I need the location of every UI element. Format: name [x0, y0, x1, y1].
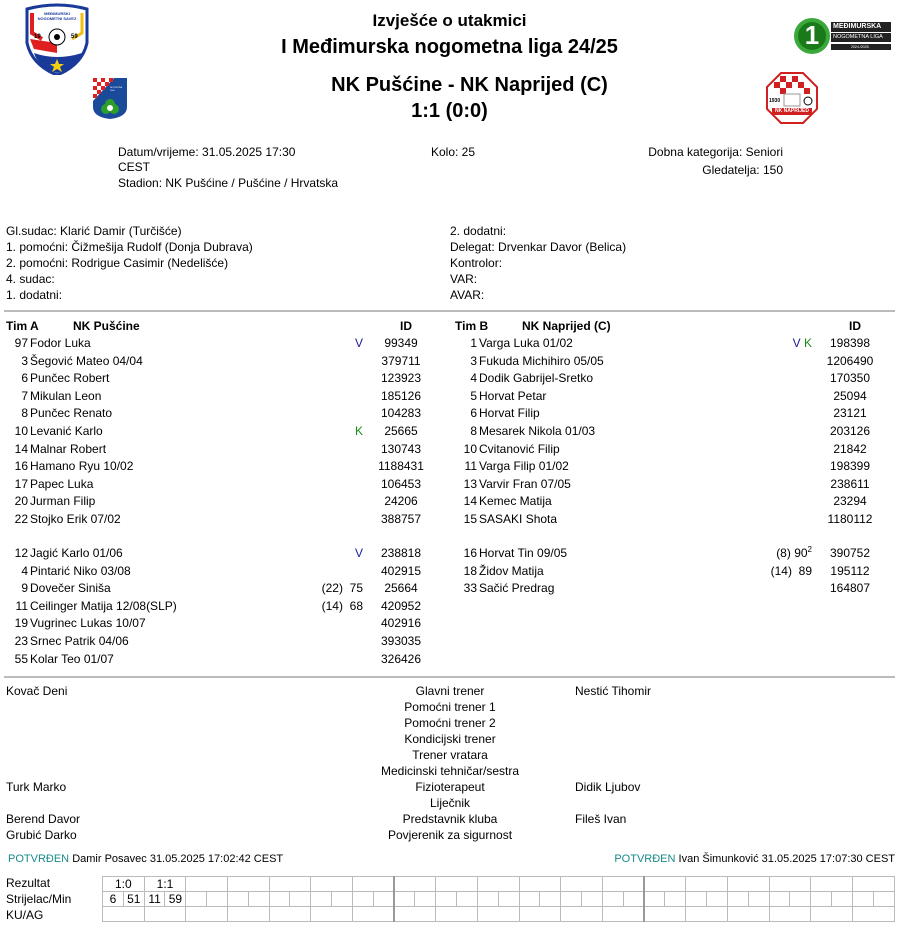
minute-cell — [873, 892, 894, 907]
player-number: 22 — [14, 512, 28, 526]
player-number: 7 — [21, 388, 28, 403]
ku-cell — [311, 907, 353, 922]
player-id: 21842 — [833, 441, 867, 456]
player-name: Šegović Mateo 04/04 — [30, 353, 143, 368]
player-number: 6 — [470, 406, 477, 421]
scorer-cell — [186, 892, 207, 907]
official-line: 2. dodatni: — [450, 224, 507, 238]
scorer-cell — [269, 892, 290, 907]
federation-logo: MEĐIMURSKI NOGOMETNI SAVEZ 19 59 — [22, 3, 92, 75]
player-row — [451, 441, 891, 458]
player-row — [2, 545, 442, 562]
report-title: Izvješće o utakmici — [372, 11, 527, 30]
player-name: Punčec Robert — [30, 371, 110, 386]
result-cell — [602, 877, 644, 892]
player-number: 8 — [21, 406, 28, 421]
player-row — [451, 545, 891, 562]
player-id: 420952 — [380, 598, 422, 613]
player-row — [451, 458, 891, 475]
minute-cell — [457, 892, 478, 907]
player-id: 198398 — [829, 336, 871, 350]
staff-role: Fizioterapeut — [415, 780, 485, 794]
player-id: 23121 — [833, 406, 867, 421]
ku-cell — [186, 907, 228, 922]
player-markers — [793, 335, 812, 352]
ku-row — [103, 907, 895, 922]
player-id: 170350 — [829, 371, 871, 386]
ku-cell — [352, 907, 394, 922]
result-row — [103, 877, 895, 892]
player-id: 23294 — [833, 494, 867, 509]
official-line: 2. pomoćni: Rodrigue Casimir (Nedelišće) — [6, 256, 229, 270]
player-row — [2, 615, 442, 632]
team-b-id-header: ID — [849, 319, 861, 333]
goals-label-ku: KU/AG — [6, 908, 44, 922]
player-id: 402916 — [380, 616, 422, 631]
staff-role: Predstavnik kluba — [402, 812, 498, 826]
minute-cell — [415, 892, 436, 907]
player-name: Dovečer Siniša — [30, 581, 111, 596]
ku-cell — [394, 907, 436, 922]
player-id: 1206490 — [826, 353, 874, 368]
player-name: Srnec Patrik 04/06 — [30, 634, 129, 648]
player-id: 164807 — [829, 581, 871, 596]
player-row — [2, 335, 442, 352]
player-row — [451, 493, 891, 510]
scorer-cell — [852, 892, 873, 907]
minute-cell: 59 — [165, 892, 186, 907]
player-name: Horvat Petar — [479, 388, 547, 403]
result-cell — [811, 877, 853, 892]
away-team-logo: 1930 NK NAPRIJED — [766, 72, 818, 124]
result-cell — [394, 877, 436, 892]
player-id: 238611 — [830, 476, 870, 491]
added-time: 2 — [807, 545, 812, 554]
player-number: 11 — [464, 459, 477, 474]
player-number: 16 — [463, 546, 477, 560]
player-name: Židov Matija — [479, 563, 544, 578]
player-id: 24206 — [384, 494, 418, 509]
staff-team-a: Kovač Deni — [6, 684, 68, 698]
player-row — [451, 353, 891, 370]
result-cell — [436, 877, 478, 892]
player-number: 14 — [463, 494, 477, 509]
player-name: Fukuda Michihiro 05/05 — [479, 353, 604, 368]
result-cell — [311, 877, 353, 892]
player-id: 130743 — [380, 441, 422, 456]
player-id: 1180112 — [827, 512, 873, 526]
player-id: 198399 — [829, 459, 871, 474]
player-name: Jurman Filip — [30, 494, 96, 509]
player-number: 11 — [15, 598, 28, 613]
player-number: 10 — [463, 441, 477, 456]
home-team-logo: NK PUŠĆINE 1946 — [92, 77, 128, 119]
player-row — [2, 651, 442, 668]
player-name: Sačić Predrag — [479, 581, 555, 596]
player-row — [2, 370, 442, 387]
match-stadium: Stadion: NK Pušćine / Pušćine / Hrvatska — [118, 176, 339, 190]
ku-cell — [686, 907, 728, 922]
player-id: 326426 — [380, 651, 422, 666]
minute-cell — [207, 892, 228, 907]
player-number: 9 — [21, 581, 28, 596]
confirmation-status: POTVRĐEN — [614, 853, 676, 865]
player-id: 25664 — [384, 581, 418, 596]
player-number: 16 — [14, 459, 28, 474]
player-name: Papec Luka — [30, 476, 94, 491]
scorer-row — [103, 892, 895, 907]
player-number: 1 — [470, 336, 477, 350]
ku-cell — [227, 907, 269, 922]
staff-team-a: Grubić Darko — [6, 828, 77, 842]
official-line: Delegat: Drvenkar Davor (Belica) — [450, 240, 627, 254]
result-cell — [352, 877, 394, 892]
match-title: NK Pušćine - NK Naprijed (C) — [331, 74, 608, 96]
player-markers — [355, 423, 363, 440]
player-number: 14 — [14, 441, 28, 456]
official-line: VAR: — [450, 272, 478, 286]
league-logo: 1 MEĐIMURSKA NOGOMETNA LIGA 2024./2025. — [793, 17, 893, 55]
staff-team-a: Turk Marko — [6, 780, 67, 794]
confirmation-text: Ivan Šimunković 31.05.2025 17:07:30 CEST — [678, 853, 895, 865]
minute-cell — [498, 892, 519, 907]
player-number: 19 — [14, 616, 28, 631]
scorer-cell — [561, 892, 582, 907]
confirmation-status: POTVRĐEN — [8, 853, 70, 865]
player-id: 1188431 — [378, 459, 424, 474]
player-id: 388757 — [380, 512, 422, 526]
substitution-info: (22) 75 — [321, 581, 363, 596]
player-name: SASAKI Shota — [479, 512, 558, 526]
ku-cell — [727, 907, 769, 922]
staff-role: Glavni trener — [415, 684, 485, 698]
player-row — [2, 353, 442, 370]
player-name: Horvat Tin 09/05 — [479, 546, 568, 560]
player-number: 3 — [470, 353, 477, 368]
team-b-name: NK Naprijed (C) — [522, 319, 611, 333]
ku-cell — [852, 907, 894, 922]
player-name: Malnar Robert — [30, 441, 107, 456]
result-cell — [186, 877, 228, 892]
minute-cell — [748, 892, 769, 907]
result-cell — [769, 877, 811, 892]
player-row — [2, 476, 442, 493]
player-row — [2, 511, 442, 528]
minute-cell — [582, 892, 603, 907]
substitution-info: (8) $90^2$ — [776, 545, 812, 560]
ku-cell — [561, 907, 603, 922]
league-title: I Međimurska nogometna liga 24/25 — [281, 36, 618, 58]
player-markers — [355, 335, 363, 352]
player-id: 195112 — [830, 563, 870, 578]
match-round: Kolo: 25 — [431, 145, 476, 159]
scorer-cell: 6 — [103, 892, 124, 907]
player-markers — [355, 545, 363, 562]
player-number: 4 — [470, 371, 477, 386]
player-number: 4 — [21, 563, 28, 578]
player-name: Stojko Erik 07/02 — [30, 512, 121, 526]
staff-team-b: Didik Ljubov — [575, 780, 641, 794]
staff-role: Liječnik — [429, 796, 471, 810]
player-row — [451, 580, 891, 597]
result-cell — [269, 877, 311, 892]
scorer-cell — [602, 892, 623, 907]
ku-cell — [644, 907, 686, 922]
player-name: Jagić Karlo 01/06 — [30, 546, 123, 560]
ku-cell — [144, 907, 186, 922]
goals-grid — [102, 876, 895, 922]
result-cell — [561, 877, 603, 892]
scorer-cell — [436, 892, 457, 907]
scorer-cell — [227, 892, 248, 907]
player-name: Ceilinger Matija 12/08(SLP) — [30, 598, 177, 613]
minute-cell: 51 — [123, 892, 144, 907]
player-id: 25094 — [833, 388, 867, 403]
player-number: 97 — [14, 336, 28, 350]
scorer-cell — [644, 892, 665, 907]
goals-label-scorer: Strijelac/Min — [6, 892, 72, 906]
player-id: 99349 — [384, 336, 418, 350]
result-cell — [686, 877, 728, 892]
player-row — [2, 563, 442, 580]
officials-left — [6, 223, 253, 303]
team-a-id-header: ID — [400, 319, 412, 333]
scorer-cell — [394, 892, 415, 907]
team-a-name: NK Pušćine — [73, 319, 140, 333]
scorer-cell — [352, 892, 373, 907]
result-cell — [519, 877, 561, 892]
player-row — [2, 405, 442, 422]
team-b-label: Tim B — [455, 319, 489, 333]
player-number: 15 — [463, 512, 477, 526]
player-row — [451, 335, 891, 352]
player-row — [451, 563, 891, 580]
player-number: 20 — [14, 494, 28, 509]
player-name: Horvat Filip — [479, 406, 540, 421]
goals-label-result: Rezultat — [6, 876, 51, 890]
official-line: Kontrolor: — [450, 256, 503, 270]
minute-cell — [373, 892, 394, 907]
scorer-cell: 11 — [144, 892, 165, 907]
ku-cell — [103, 907, 145, 922]
player-name: Punčec Renato — [30, 406, 113, 421]
staff-role: Pomoćni trener 2 — [404, 716, 496, 730]
ku-cell — [811, 907, 853, 922]
minute-cell — [790, 892, 811, 907]
minute-cell — [540, 892, 561, 907]
staff-team-b: Fileš Ivan — [575, 812, 627, 826]
result-cell: 1:0 — [103, 877, 145, 892]
player-id: 379711 — [381, 353, 421, 368]
spectators: Gledatelja: 150 — [702, 163, 783, 177]
scorer-cell — [477, 892, 498, 907]
staff-role: Trener vratara — [412, 748, 488, 762]
player-row — [2, 441, 442, 458]
ku-cell — [519, 907, 561, 922]
player-number: 6 — [21, 371, 28, 386]
substitution-info: (14) 68 — [321, 598, 363, 613]
goalkeeper-marker: K — [803, 336, 812, 350]
age-category: Dobna kategorija: Seniori — [648, 145, 783, 159]
result-cell: 1:1 — [144, 877, 186, 892]
player-name: Kemec Matija — [479, 494, 552, 509]
result-cell — [727, 877, 769, 892]
player-name: Dodik Gabrijel-Sretko — [479, 371, 594, 386]
player-number: 18 — [463, 563, 477, 578]
player-row — [451, 511, 891, 528]
substitution-info: (14) 89 — [770, 563, 812, 578]
player-row — [451, 423, 891, 440]
player-id: 106453 — [380, 476, 422, 491]
minute-cell — [707, 892, 728, 907]
divider — [4, 676, 895, 678]
scorer-cell — [519, 892, 540, 907]
player-name: Varga Filip 01/02 — [479, 459, 569, 474]
scorer-cell — [769, 892, 790, 907]
player-id: 390752 — [829, 546, 871, 560]
player-row — [2, 458, 442, 475]
player-number: 33 — [463, 581, 477, 596]
confirmation-text: Damir Posavec 31.05.2025 17:02:42 CEST — [72, 853, 284, 865]
player-name: Varvir Fran 07/05 — [479, 476, 571, 491]
player-id: 203126 — [829, 424, 871, 438]
player-id: 25665 — [384, 424, 418, 438]
official-line: AVAR: — [450, 288, 485, 302]
minute-cell — [290, 892, 311, 907]
minute-cell — [332, 892, 353, 907]
player-number: 10 — [14, 424, 28, 438]
scorer-cell — [686, 892, 707, 907]
result-cell — [644, 877, 686, 892]
official-line: Gl.sudac: Klarić Damir (Turčišće) — [6, 224, 182, 238]
player-id: 104283 — [380, 406, 422, 421]
player-row — [2, 633, 442, 650]
player-number: 12 — [14, 546, 28, 560]
match-timezone: CEST — [118, 160, 151, 174]
official-line: 4. sudac: — [6, 272, 55, 286]
ku-cell — [436, 907, 478, 922]
captain-marker: V — [354, 336, 363, 350]
player-name: Cvitanović Filip — [479, 441, 560, 456]
player-id: 238818 — [380, 546, 422, 560]
player-row — [2, 388, 442, 405]
player-row — [451, 476, 891, 493]
staff-role: Kondicijski trener — [404, 732, 496, 746]
match-datetime: Datum/vrijeme: 31.05.2025 17:30 — [118, 145, 296, 159]
player-row — [451, 370, 891, 387]
player-name: Mikulan Leon — [30, 388, 102, 403]
captain-marker: V — [792, 336, 801, 350]
staff-role: Pomoćni trener 1 — [404, 700, 496, 714]
player-name: Varga Luka 01/02 — [479, 336, 573, 350]
player-number: 17 — [14, 476, 28, 491]
divider — [4, 310, 895, 312]
player-id: 393035 — [380, 634, 422, 648]
player-number: 5 — [470, 388, 477, 403]
final-score: 1:1 (0:0) — [411, 100, 488, 122]
ku-cell — [269, 907, 311, 922]
scorer-cell — [811, 892, 832, 907]
official-line: 1. dodatni: — [6, 288, 63, 302]
player-name: Pintarić Niko 03/08 — [30, 563, 131, 578]
player-name: Vugrinec Lukas 10/07 — [30, 616, 146, 631]
scorer-cell — [727, 892, 748, 907]
result-cell — [227, 877, 269, 892]
player-name: Mesarek Nikola 01/03 — [479, 424, 596, 438]
minute-cell — [831, 892, 852, 907]
staff-team-a: Berend Davor — [6, 812, 81, 826]
minute-cell — [623, 892, 644, 907]
officials-right — [450, 223, 626, 303]
player-row — [2, 598, 442, 615]
player-number: 23 — [14, 634, 28, 648]
result-cell — [477, 877, 519, 892]
result-cell — [852, 877, 894, 892]
player-id: 123923 — [380, 371, 422, 386]
player-name: Fodor Luka — [30, 336, 91, 350]
player-number: 3 — [21, 353, 28, 368]
confirmation-left — [8, 851, 283, 867]
player-row — [2, 493, 442, 510]
player-row — [451, 405, 891, 422]
player-row — [2, 580, 442, 597]
player-id: 402915 — [380, 563, 422, 578]
player-row — [451, 388, 891, 405]
staff-role: Medicinski tehničar/sestra — [380, 764, 520, 778]
confirmation-right — [614, 851, 895, 867]
player-id: 185126 — [380, 388, 422, 403]
player-name: Levanić Karlo — [30, 424, 103, 438]
minute-cell — [248, 892, 269, 907]
player-number: 13 — [463, 476, 477, 491]
minute-cell — [665, 892, 686, 907]
ku-cell — [477, 907, 519, 922]
player-number: 8 — [470, 424, 477, 438]
ku-cell — [602, 907, 644, 922]
official-line: 1. pomoćni: Čižmešija Rudolf (Donja Dubrava) — [6, 240, 253, 254]
player-name: Kolar Teo 01/07 — [30, 651, 114, 666]
staff-role: Povjerenik za sigurnost — [387, 828, 513, 842]
player-number: 55 — [14, 651, 28, 666]
staff-team-b: Nestić Tihomir — [575, 684, 652, 698]
player-name: Hamano Ryu 10/02 — [30, 459, 134, 474]
goalkeeper-marker: K — [354, 424, 363, 438]
team-a-label: Tim A — [6, 319, 39, 333]
ku-cell — [769, 907, 811, 922]
player-row — [2, 423, 442, 440]
captain-marker: V — [354, 546, 363, 560]
scorer-cell — [311, 892, 332, 907]
